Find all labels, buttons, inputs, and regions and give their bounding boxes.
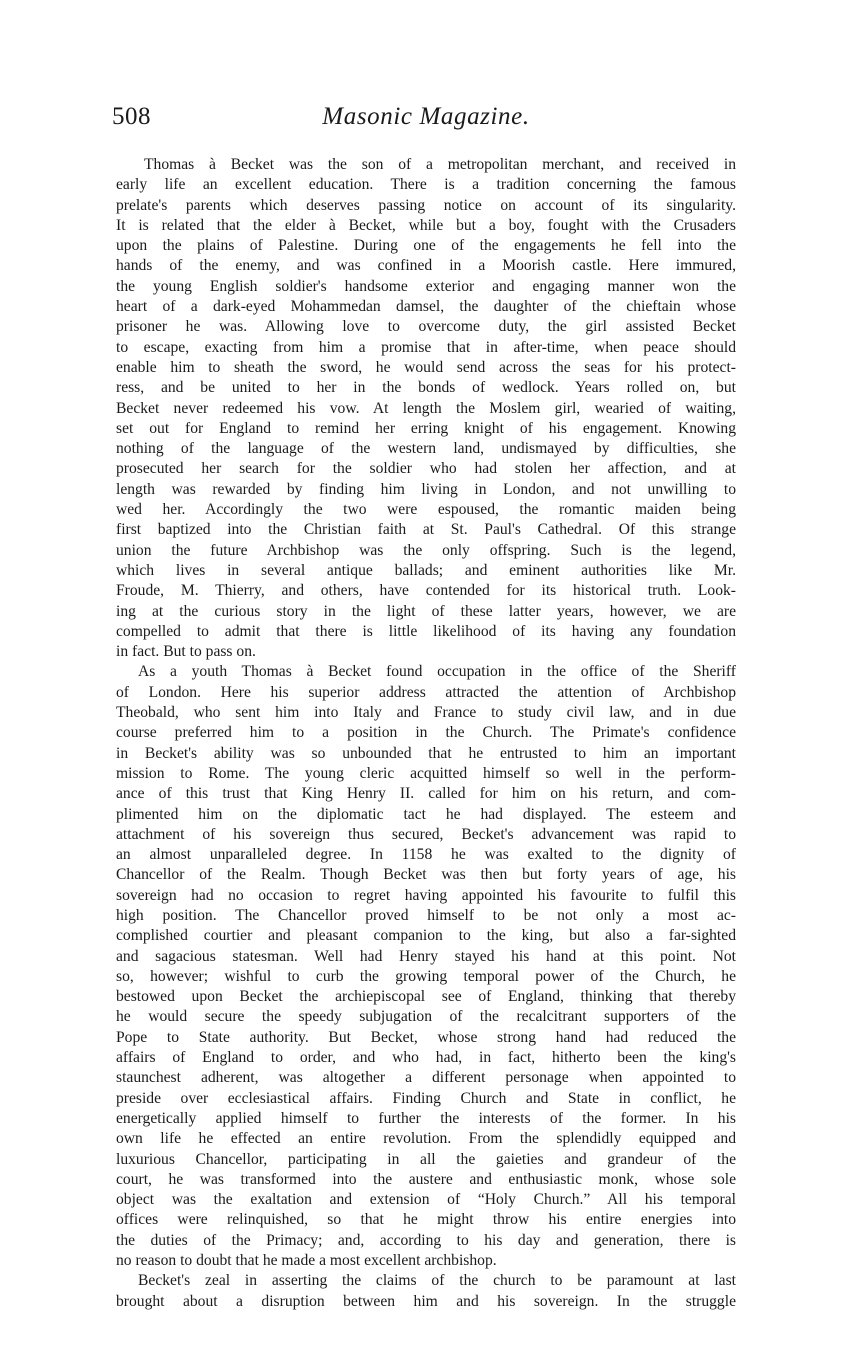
text-line: set out for England to remind her erring knight of his engagement. Knowing	[116, 419, 736, 437]
text-line: length was rewarded by finding him living in London, and not unwilling to	[116, 480, 736, 498]
text-line: course preferred him to a position in the Church. The Primate's confidence	[116, 724, 736, 742]
text-line: upon the plains of Palestine. During one of the engagements he fell into the	[116, 237, 736, 255]
text-line: own life he effected an entire revolution. From the splendidly equipped and	[116, 1130, 736, 1148]
text-line: early life an excellent education. There is a tradition concerning the famous	[116, 176, 736, 194]
text-line: bestowed upon Becket the archiepiscopal see of England, thinking that thereby	[116, 988, 736, 1006]
text-line: first baptized into the Christian faith at St. Paul's Cathedral. Of this strange	[116, 521, 736, 539]
page-number: 508	[112, 103, 151, 130]
text-line: enable him to sheath the sword, he would send across the seas for his protect-	[116, 358, 736, 376]
text-line: prelate's parents which deserves passing notice on account of its singularity.	[116, 196, 736, 214]
text-line: prisoner he was. Allowing love to overcome duty, the girl assisted Becket	[116, 318, 736, 336]
text-line: court, he was transformed into the austere and enthusiastic monk, whose sole	[116, 1170, 736, 1188]
text-line: It is related that the elder à Becket, while but a boy, fought with the Crusaders	[116, 216, 736, 234]
text-line: Becket never redeemed his vow. At length the Moslem girl, wearied of waiting,	[116, 399, 736, 417]
text-line: no reason to doubt that he made a most excellent archbishop.	[116, 1252, 497, 1270]
text-line: brought about a disruption between him and his sovereign. In the struggle	[116, 1292, 736, 1310]
journal-title: Masonic Magazine.	[322, 103, 530, 130]
text-line: attachment of his sovereign thus secured, Becket's advancement was rapid to	[116, 825, 736, 843]
paragraph	[116, 1271, 736, 1312]
text-line: an almost unparalleled degree. In 1158 he was exalted to the dignity of	[116, 846, 736, 864]
text-line: he would secure the speedy subjugation of the recalcitrant supporters of the	[116, 1008, 736, 1026]
text-line: the duties of the Primacy; and, according to his day and generation, there is	[116, 1231, 736, 1249]
text-line: the young English soldier's handsome exterior and engaging manner won the	[116, 277, 736, 295]
text-line: nothing of the language of the western land, undismayed by difficulties, she	[116, 440, 736, 458]
text-line: ing at the curious story in the light of these latter years, however, we are	[116, 602, 736, 620]
text-line: hands of the enemy, and was confined in a Moorish castle. Here immured,	[116, 257, 736, 275]
text-line: object was the exaltation and extension of “Holy Church.” All his temporal	[116, 1191, 736, 1209]
text-line: compelled to admit that there is little likelihood of its having any foundation	[116, 622, 736, 640]
text-line: plimented him on the diplomatic tact he had displayed. The esteem and	[116, 805, 736, 823]
text-line: Chancellor of the Realm. Though Becket was then but forty years of age, his	[116, 866, 736, 884]
text-line: union the future Archbishop was the only offspring. Such is the legend,	[116, 541, 736, 559]
text-line: which lives in several antique ballads; and eminent authorities like Mr.	[116, 561, 736, 579]
text-line: affairs of England to order, and who had, in fact, hitherto been the king's	[116, 1049, 736, 1067]
paragraph	[116, 662, 736, 1271]
text-line: As a youth Thomas à Becket found occupation in the office of the Sheriff	[138, 663, 736, 681]
text-line: ress, and be united to her in the bonds of wedlock. Years rolled on, but	[116, 379, 736, 397]
text-line: prosecuted her search for the soldier who had stolen her affection, and at	[116, 460, 736, 478]
text-line: luxurious Chancellor, participating in all the gaieties and grandeur of the	[116, 1150, 736, 1168]
text-line: sovereign had no occasion to regret having appointed his favourite to fulfil this	[116, 886, 736, 904]
text-line: wed her. Accordingly the two were espoused, the romantic maiden being	[116, 501, 736, 519]
text-line: staunchest adherent, was altogether a different personage when appointed to	[116, 1069, 736, 1087]
running-head	[112, 100, 740, 134]
text-line: Pope to State authority. But Becket, whose strong hand had reduced the	[116, 1028, 736, 1046]
text-line: complished courtier and pleasant companion to the king, but also a far-sighted	[116, 927, 736, 945]
text-line: offices were relinquished, so that he might throw his entire energies into	[116, 1211, 736, 1229]
text-line: and sagacious statesman. Well had Henry stayed his hand at this point. Not	[116, 947, 736, 965]
text-line: Becket's zeal in asserting the claims of the church to be paramount at last	[138, 1272, 736, 1290]
text-line: Theobald, who sent him into Italy and France to study civil law, and in due	[116, 704, 736, 722]
text-line: in Becket's ability was so unbounded that he entrusted to him an important	[116, 744, 736, 762]
text-line: of London. Here his superior address attracted the attention of Archbishop	[116, 683, 736, 701]
text-line: preside over ecclesiastical affairs. Finding Church and State in conflict, he	[116, 1089, 736, 1107]
article-body	[116, 155, 736, 1312]
text-line: Thomas à Becket was the son of a metropolitan merchant, and received in	[144, 156, 736, 173]
text-line: so, however; wishful to curb the growing temporal power of the Church, he	[116, 967, 736, 985]
text-line: mission to Rome. The young cleric acquitted himself so well in the perform-	[116, 764, 736, 782]
text-line: Froude, M. Thierry, and others, have contended for its historical truth. Look-	[116, 582, 736, 600]
text-line: energetically applied himself to further the interests of the former. In his	[116, 1109, 736, 1127]
paragraph	[116, 155, 736, 662]
text-line: heart of a dark-eyed Mohammedan damsel, the daughter of the chieftain whose	[116, 298, 736, 316]
text-line: high position. The Chancellor proved himself to be not only a most ac-	[116, 906, 736, 924]
text-line: ance of this trust that King Henry II. called for him on his return, and com-	[116, 785, 736, 803]
text-line: in fact. But to pass on.	[116, 643, 256, 661]
text-line: to escape, exacting from him a promise that in after-time, when peace should	[116, 338, 736, 356]
